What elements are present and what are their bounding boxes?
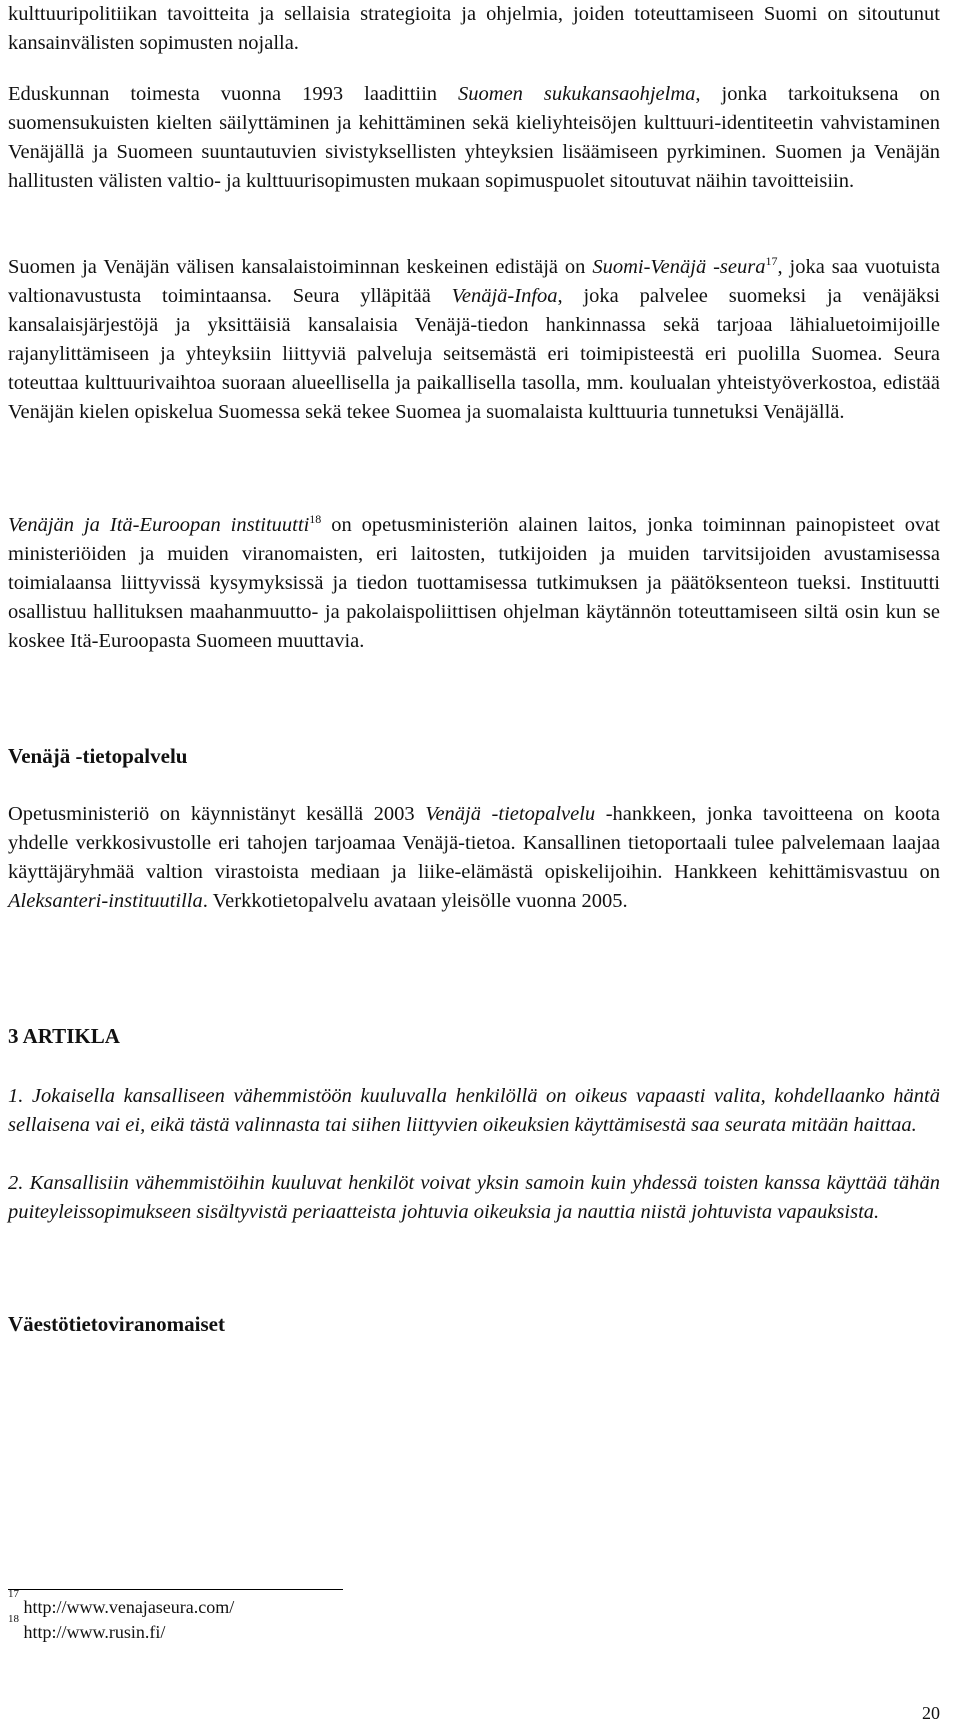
paragraph-text: Eduskunnan toimesta vuonna 1993 laadittiin [8,83,459,105]
service-name: Venäjä-Infoa [451,285,558,307]
page-number: 20 [922,1703,940,1723]
institute-name: Venäjän ja Itä-Euroopan instituutti [8,514,310,536]
paragraph-text: . Verkkotietopalvelu avataan yleisölle vuonna 2005. [202,890,628,912]
paragraph-text: -hankkeen, jonka tavoitteena on koota yhdelle verkkosivustolle eri tahojen tarjoamaa Venäjä-tietoa. Kansallinen tietoportaali tulee palvelemaan laajaa käyttäjäryhmää valtion virastoista mediaan ja liike-elämästä opiskelijoihin. Hankkeen kehittämisvastuu on [8,803,940,883]
footnote-number: 18 [8,1613,19,1625]
organization-name: Suomi-Venäjä -seura [592,256,766,278]
footnote-divider [8,1589,343,1590]
article-item-2: 2. Kansallisiin vähemmistöihin kuuluvat henkilöt voivat yksin samoin kuin yhdessä toisten kanssa käyttää tähän puiteyleissopimukseen sisältyvistä periaatteista johtuvia oikeuksia ja nauttia niistä johtuvista vapauksista. [8,1172,940,1223]
footnote-number: 17 [8,1588,19,1600]
footnote-link[interactable]: http://www.venajaseura.com/ [19,1597,235,1617]
paragraph-intro [8,0,940,58]
footnote-ref-18[interactable]: 18 [309,512,322,527]
program-name: Suomen sukukansaohjelma [458,83,696,105]
article-item-1: 1. Jokaisella kansalliseen vähemmistöön kuuluvalla henkilöllä on oikeus vapaasti valita, kohdellaanko häntä sellaisena vai ei, eikä tästä valinnasta tai siihen liittyvien oikeuksien käyttämisestä saa seurata mitään haittaa. [8,1085,940,1136]
footnote-ref-17[interactable]: 17 [765,254,778,269]
paragraph-suomi-venaja-seura [8,253,940,427]
paragraph-text: Opetusministeriö on käynnistänyt kesällä 2003 [8,803,426,825]
paragraph-text: , joka palvelee suomeksi ja venäjäksi kansalaisjärjestöjä ja yksittäisiä kansalaisia Venäjä-tiedon hankinnassa sekä tarjoaa lähialuetoimijoille rajanylittämiseen ja yhteyksiin liittyviä palveluja seitsemästä eri toimipisteestä eri puolilla Suomea. Seura toteuttaa kulttuurivaihtoa suoraan alueellisella ja paikallisella tasolla, mm. koulualan yhteistyöverkostoa, edistää Venäjän kielen opiskelua Suomessa sekä tekee Suomea ja suomalaista kulttuuria tunnetuksi Venäjällä. [8,285,940,423]
footnote-17 [8,1588,235,1618]
section-heading-artikla: 3 ARTIKLA [8,1024,120,1048]
footnote-18 [8,1613,166,1643]
section-heading-vaestotieto: Väestötietoviranomaiset [8,1312,225,1336]
paragraph-text: , joka saa vuotuista valtionavustusta toimintaansa. Seura ylläpitää [8,256,940,307]
institute-name: Aleksanteri-instituutilla [8,890,203,912]
paragraph-sukukansaohjelma [8,80,940,196]
paragraph-text: Suomen ja Venäjän välisen kansalaistoiminnan keskeinen edistäjä on [8,256,593,278]
paragraph-tietopalvelu [8,800,940,916]
footnote-link[interactable]: http://www.rusin.fi/ [19,1622,166,1642]
paragraph-text: on opetusministeriön alainen laitos, jonka toiminnan painopisteet ovat ministeriöiden ja muiden viranomaisten, eri laitosten, tutkijoiden ja muiden tarvitsijoiden avustamisessa toimialaansa liittyvissä kysymyksissä ja tiedon tuottamisessa tutkimuksen ja päätöksenteon tueksi. Instituutti osallistuu hallituksen maahanmuutto- ja pakolaispoliittisen ohjelman käytännön toteuttamiseen siltä osin kun se koskee Itä-Euroopasta Suomeen muuttavia. [8,514,940,652]
paragraph-instituutti [8,511,940,656]
paragraph-text: , jonka tarkoituksena on suomensukuisten kielten säilyttäminen ja kehittäminen sekä kieliyhteisöjen kulttuuri-identiteetin vahvistaminen Venäjällä ja Suomeen suuntautuvien sivistyksellisten yhteyksien lisäämiseen pyrkiminen. Suomen ja Venäjän hallitusten välisten valtio- ja kulttuurisopimusten mukaan sopimuspuolet sitoutuvat näihin tavoitteisiin. [8,83,940,192]
paragraph-text: kulttuuripolitiikan tavoitteita ja sellaisia strategioita ja ohjelmia, joiden toteuttamiseen Suomi on sitoutunut kansainvälisten sopimusten nojalla. [8,3,940,54]
project-name: Venäjä -tietopalvelu [425,803,596,825]
section-heading-tietopalvelu: Venäjä -tietopalvelu [8,744,188,768]
